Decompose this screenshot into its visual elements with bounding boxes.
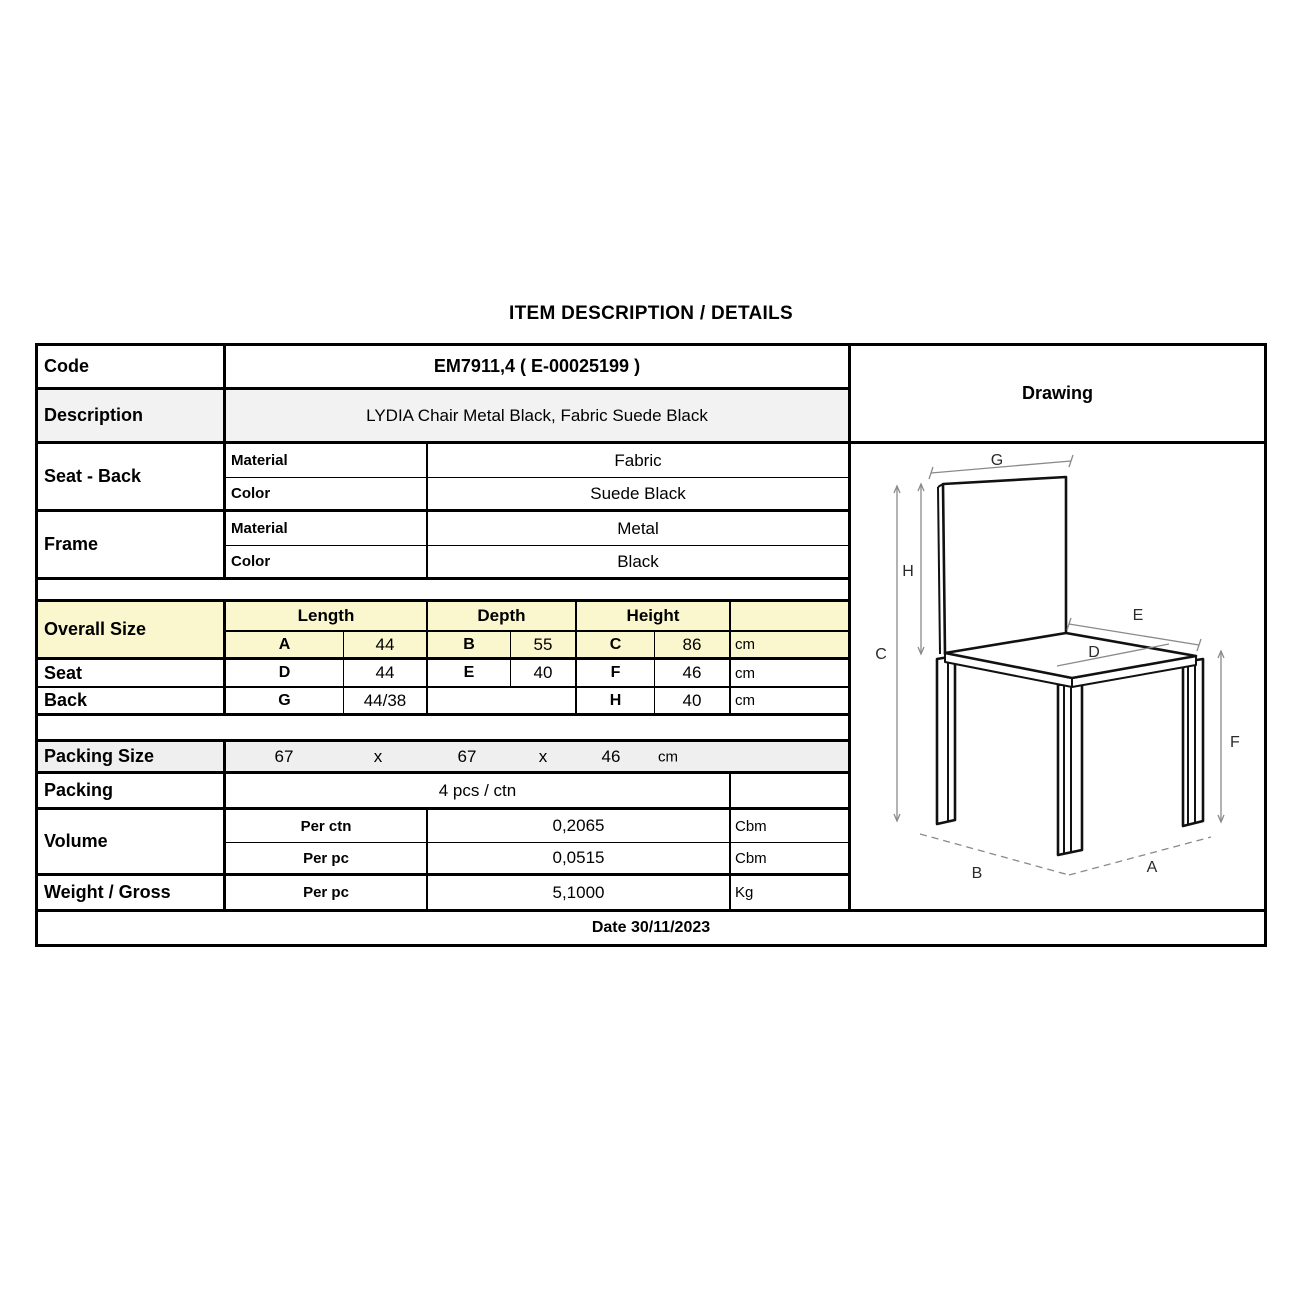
size-row3-unit: cm: [731, 688, 848, 716]
depth-header: Depth: [428, 602, 577, 632]
packing-size-v3: 46: [601, 746, 621, 766]
frame-material-value: Metal: [428, 512, 848, 546]
size-g-key: G: [226, 688, 344, 716]
dim-label-d: D: [1088, 644, 1100, 661]
packing-size-v1: 67: [274, 746, 294, 766]
packing-value: 4 pcs / ctn: [226, 774, 731, 810]
empty-row: [38, 580, 848, 602]
size-row2-unit: cm: [731, 660, 848, 688]
dim-label-g: G: [990, 452, 1004, 469]
seat-back-color-label: Color: [226, 478, 428, 512]
size-b-key: B: [428, 632, 511, 660]
length-header: Length: [226, 602, 428, 632]
packing-size-x2: x: [538, 746, 548, 766]
size-a-key: A: [226, 632, 344, 660]
dim-label-h: H: [902, 563, 914, 580]
size-b-value: 55: [511, 632, 577, 660]
drawing-panel: [848, 346, 1264, 909]
page-title: ITEM DESCRIPTION / DETAILS: [508, 303, 793, 324]
chair-backrest-edge: [938, 487, 940, 654]
item-details-table: [35, 343, 1267, 947]
dim-line-a: [1069, 837, 1211, 875]
size-d-value: 44: [344, 660, 428, 688]
description-label: Description: [38, 390, 226, 444]
size-d-key: D: [226, 660, 344, 688]
dim-label-e: E: [1132, 607, 1144, 624]
code-value: EM7911,4 ( E-00025199 ): [226, 346, 848, 390]
description-value: LYDIA Chair Metal Black, Fabric Suede Black: [226, 390, 848, 444]
packing-size-unit: cm: [658, 748, 678, 765]
frame-label: Frame: [38, 512, 226, 580]
spec-grid: [38, 346, 848, 909]
back-row-label: Back: [38, 688, 226, 716]
packing-label: Packing: [38, 774, 226, 810]
size-c-key: C: [577, 632, 655, 660]
dim-label-a: A: [1146, 859, 1158, 876]
date-row: Date 30/11/2023: [38, 909, 1264, 944]
empty-row: [38, 716, 848, 742]
weight-value: 5,1000: [428, 876, 731, 909]
seat-back-material-value: Fabric: [428, 444, 848, 478]
chair-leg-left: [937, 656, 955, 824]
size-e-key: E: [428, 660, 511, 688]
chair-leg-right: [1183, 659, 1203, 826]
packing-size-v2: 67: [457, 746, 477, 766]
dim-label-c: C: [875, 646, 887, 663]
size-e-value: 40: [511, 660, 577, 688]
chair-technical-drawing: [851, 444, 1264, 906]
size-c-value: 86: [655, 632, 731, 660]
size-a-value: 44: [344, 632, 428, 660]
dim-line-b: [920, 834, 1069, 875]
volume-per-pc-value: 0,0515: [428, 843, 731, 876]
weight-label: Weight / Gross: [38, 876, 226, 909]
weight-per-label: Per pc: [226, 876, 428, 909]
code-label: Code: [38, 346, 226, 390]
size-h-value: 40: [655, 688, 731, 716]
dim-label-f: F: [1230, 734, 1240, 751]
overall-size-label: Overall Size: [38, 602, 226, 660]
size-row1-unit: cm: [731, 632, 848, 660]
seat-row-label: Seat: [38, 660, 226, 688]
weight-unit: Kg: [731, 876, 848, 909]
frame-material-label: Material: [226, 512, 428, 546]
size-f-value: 46: [655, 660, 731, 688]
chair-backrest: [943, 477, 1066, 654]
volume-label: Volume: [38, 810, 226, 876]
packing-size-x1: x: [373, 746, 383, 766]
packing-size-label: Packing Size: [38, 742, 226, 774]
seat-back-label: Seat - Back: [38, 444, 226, 512]
drawing-header: Drawing: [851, 346, 1264, 444]
unit-header-empty: [731, 602, 848, 632]
volume-per-ctn-label: Per ctn: [226, 810, 428, 843]
size-f-key: F: [577, 660, 655, 688]
seat-back-material-label: Material: [226, 444, 428, 478]
frame-color-value: Black: [428, 546, 848, 580]
height-header: Height: [577, 602, 731, 632]
size-h-key: H: [577, 688, 655, 716]
volume-per-pc-label: Per pc: [226, 843, 428, 876]
volume-per-ctn-value: 0,2065: [428, 810, 731, 843]
size-g-value: 44/38: [344, 688, 428, 716]
packing-unit-empty: [731, 774, 848, 810]
dim-label-b: B: [971, 865, 983, 882]
size-back-depth-empty: [428, 688, 577, 716]
packing-size-values: [226, 742, 848, 774]
drawing-area: [851, 444, 1264, 909]
seat-back-color-value: Suede Black: [428, 478, 848, 512]
volume-per-pc-unit: Cbm: [731, 843, 848, 876]
frame-color-label: Color: [226, 546, 428, 580]
volume-per-ctn-unit: Cbm: [731, 810, 848, 843]
